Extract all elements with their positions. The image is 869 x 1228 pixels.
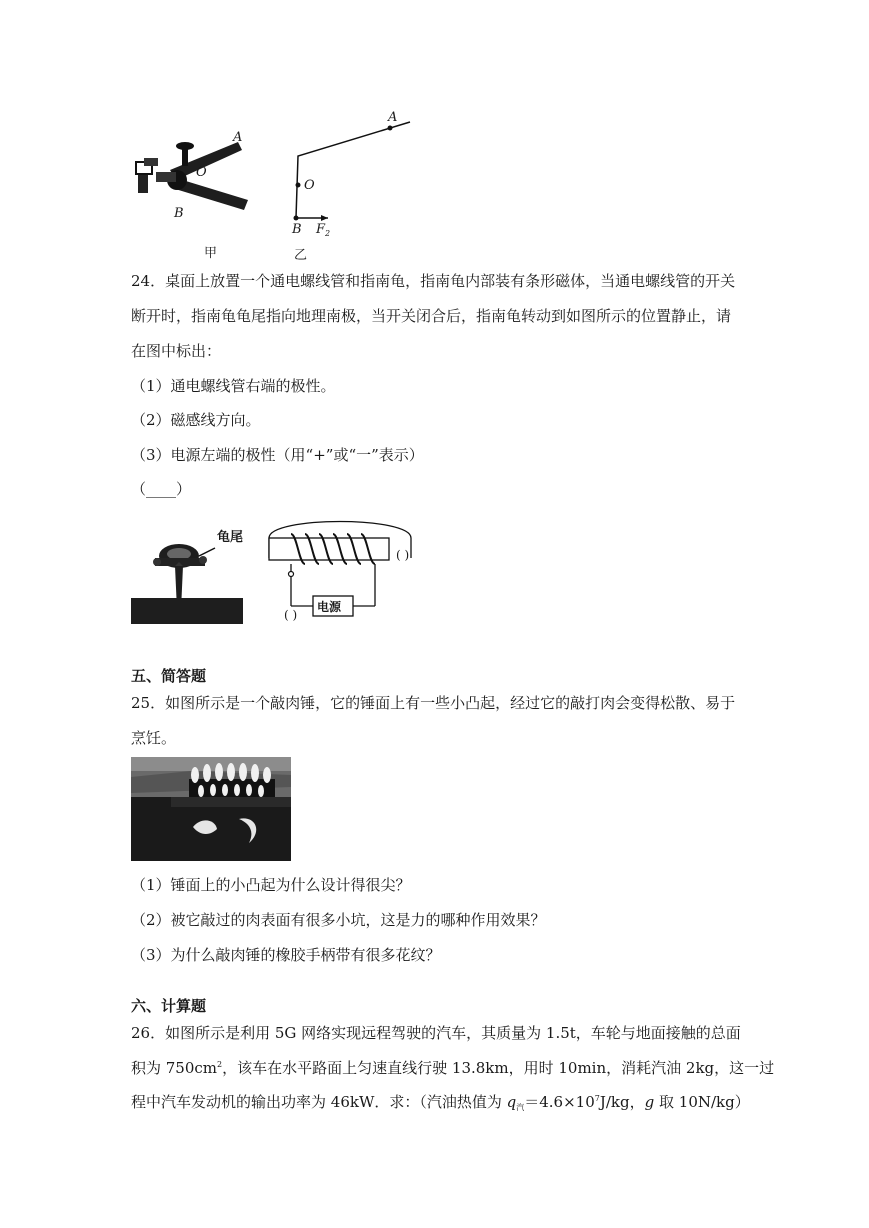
q26-line2 — [131, 1057, 774, 1078]
label-f2: $F_2$ — [316, 222, 331, 238]
q24-line2: 断开时，指南龟龟尾指向地理南极，当开关闭合后，指南龟转动到如图所示的位置静止，请 — [131, 307, 732, 325]
label-o-left: O — [196, 165, 207, 180]
q24-answer-blank[interactable]: （____） — [131, 480, 192, 498]
q26-q-subscript: 汽 — [516, 1103, 525, 1112]
q26-q-symbol: q — [506, 1093, 517, 1111]
q26-line1: 26．如图所示是利用 5G 网络实现远程驾驶的汽车，其质量为 1.5t，车轮与地面接触的总面 — [131, 1024, 741, 1042]
q24-item1: （1）通电螺线管右端的极性。 — [131, 377, 336, 395]
caption-jia: 甲 — [204, 246, 218, 261]
q24-line1: 24．桌面上放置一个通电螺线管和指南龟，指南龟内部装有条形磁体，当通电螺线管的开关 — [131, 272, 736, 290]
figure-solenoid — [131, 518, 421, 628]
paren-right-end[interactable]: ( ) — [396, 548, 410, 562]
q25-item2: （2）被它敲过的肉表面有很多小坑，这是力的哪种作用效果？ — [131, 911, 546, 929]
q26-g-symbol: g — [644, 1093, 655, 1111]
q26-line2-part-a: 积为 750cm — [131, 1059, 218, 1077]
q25-line2: 烹饪。 — [131, 729, 177, 747]
q26-line3 — [131, 1091, 750, 1112]
label-o-right: O — [304, 178, 315, 193]
q25-item3: （3）为什么敲肉锤的橡胶手柄带有很多花纹？ — [131, 946, 441, 964]
q26-line2-sup: 2 — [217, 1060, 223, 1069]
q26-line3-part-a: 程中汽车发动机的输出功率为 46kW．求：（汽油热值为 — [131, 1093, 507, 1111]
q26-line3-sup: 7 — [594, 1094, 600, 1103]
meat-hammer-photo — [131, 757, 291, 861]
label-b-right: B — [292, 222, 302, 237]
q26-line3-part-b: ＝4.6×10 — [524, 1093, 595, 1111]
caption-yi: 乙 — [294, 248, 308, 263]
q24-item3: （3）电源左端的极性（用“+”或“一”表示） — [131, 446, 424, 464]
q26-line3-part-d: 取 10N/kg） — [654, 1093, 750, 1111]
paren-power-left[interactable]: ( ) — [284, 608, 298, 622]
power-source-label: 电源 — [317, 600, 342, 614]
q25-item1: （1）锤面上的小凸起为什么设计得很尖？ — [131, 876, 411, 894]
label-b-left: B — [174, 206, 184, 221]
label-a-left: A — [233, 130, 243, 145]
figure-lever — [130, 100, 430, 265]
section-5-title: 五、简答题 — [131, 667, 207, 685]
q24-line3: 在图中标出： — [131, 342, 222, 360]
lever-diagram — [280, 100, 430, 238]
q26-line2-part-b: ，该车在水平路面上匀速直线行驶 13.8km，用时 10min，消耗汽油 2kg，这一过 — [222, 1059, 775, 1077]
turtle-tail-label: 龟尾 — [217, 530, 244, 545]
q25-line1: 25．如图所示是一个敲肉锤，它的锤面上有一些小凸起，经过它的敲打肉会变得松散、易于 — [131, 694, 736, 712]
label-a-right: A — [388, 110, 398, 125]
q24-item2: （2）磁感线方向。 — [131, 411, 261, 429]
q26-line3-part-c: J/kg， — [599, 1093, 645, 1111]
section-6-title: 六、计算题 — [131, 997, 207, 1015]
